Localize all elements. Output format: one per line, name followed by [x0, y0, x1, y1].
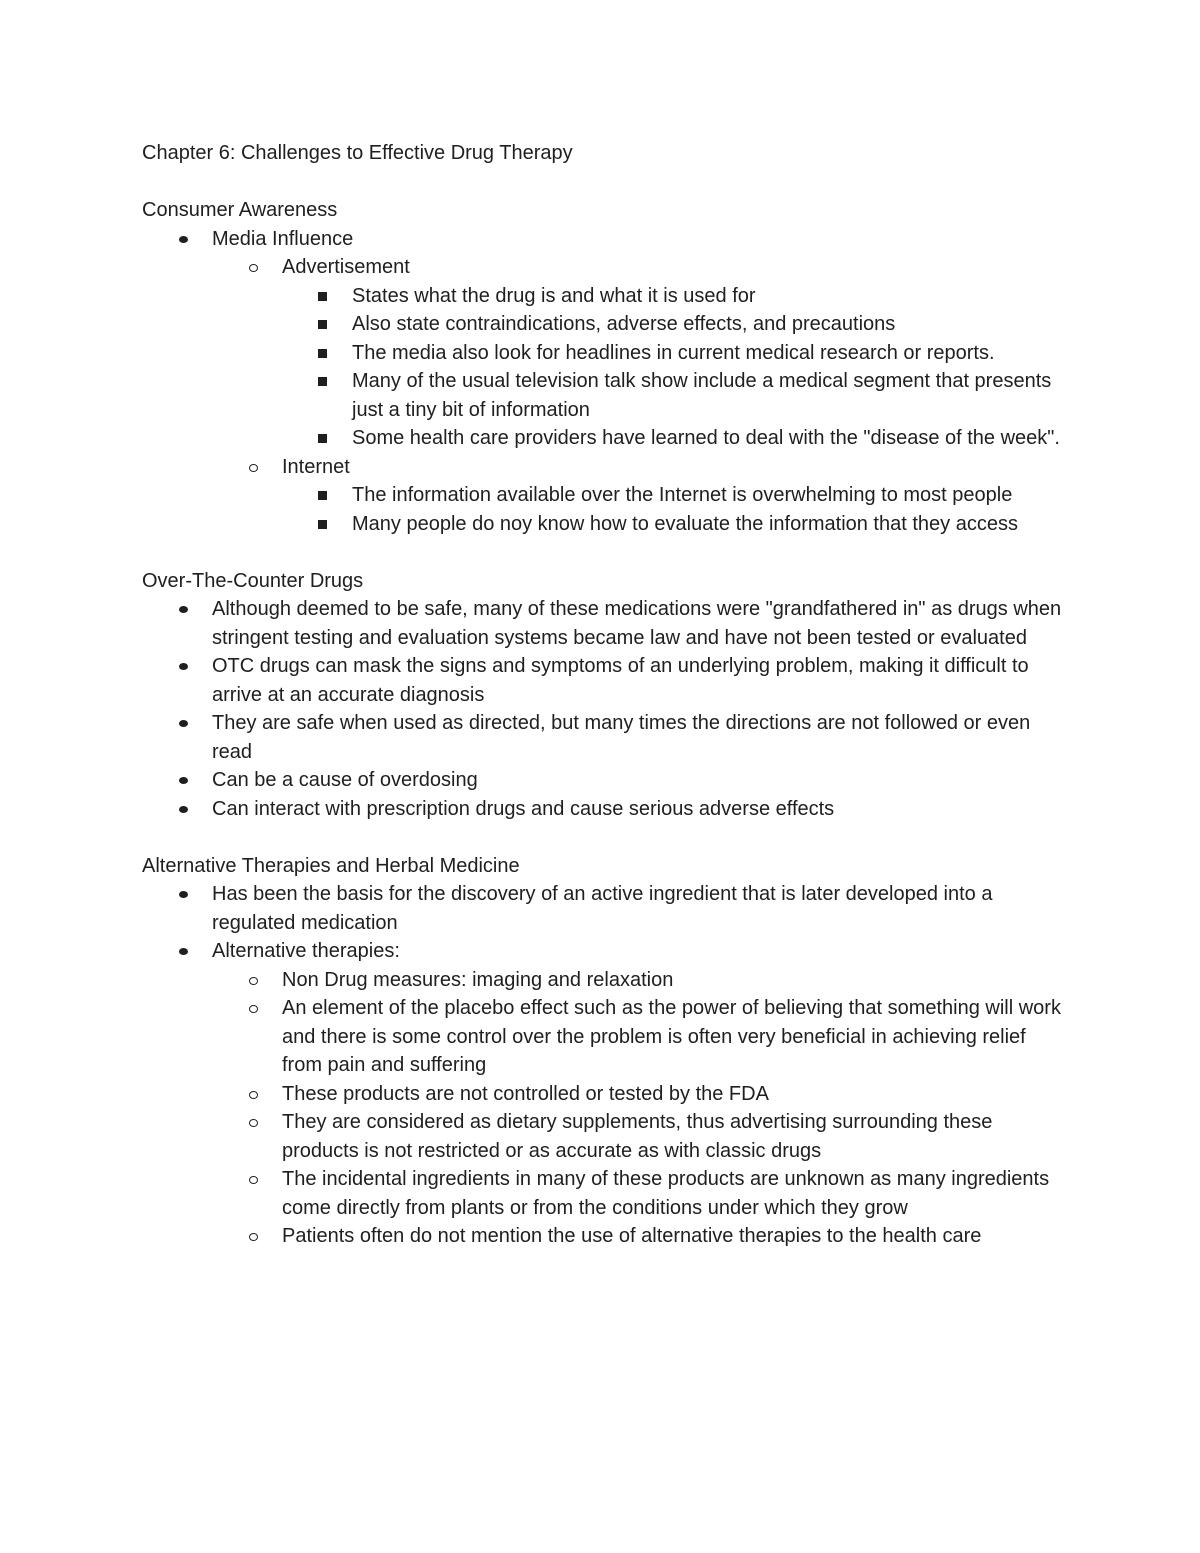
list-item-text: They are safe when used as directed, but many times the directions are not followed or even read — [212, 712, 1031, 763]
consumer-list — [142, 225, 1062, 539]
list-item-text: Also state contraindications, adverse effects, and precautions — [352, 313, 896, 335]
list-item — [282, 481, 1062, 510]
list-item-text: Has been the basis for the discovery of an active ingredient that is later developed into a regulated medication — [212, 883, 993, 934]
bullet-square-icon — [318, 491, 327, 500]
list-item — [282, 310, 1062, 339]
bullet-square-icon — [318, 349, 327, 358]
advertisement-sublist — [282, 282, 1062, 453]
media-influence-sublist — [142, 253, 1062, 538]
bullet-square-icon — [318, 292, 327, 301]
list-item — [282, 510, 1062, 539]
list-item-text: Can be a cause of overdosing — [212, 769, 478, 791]
list-item — [212, 1080, 1062, 1109]
list-item-text: Advertisement — [282, 256, 410, 278]
list-item-text: The information available over the Internet is overwhelming to most people — [352, 484, 1013, 506]
list-item — [212, 966, 1062, 995]
spacer — [142, 168, 1062, 197]
list-item — [282, 367, 1062, 424]
bullet-square-icon — [318, 520, 327, 529]
list-item — [142, 880, 1062, 937]
list-item — [142, 795, 1062, 824]
list-item — [142, 652, 1062, 709]
list-item-text: States what the drug is and what it is used for — [352, 284, 756, 307]
bullet-dot-icon — [179, 720, 188, 727]
bullet-square-icon — [318, 377, 327, 386]
list-item — [142, 937, 1062, 1251]
bullet-ring-icon — [249, 977, 258, 985]
bullet-dot-icon — [179, 806, 188, 813]
section-heading-consumer-awareness: Consumer Awareness — [142, 199, 338, 221]
bullet-ring-icon — [249, 264, 258, 272]
list-item-text: Non Drug measures: imaging and relaxation — [282, 968, 674, 991]
bullet-dot-icon — [179, 891, 188, 898]
section-heading-otc-drugs: Over-The-Counter Drugs — [142, 569, 364, 592]
section-heading-alternative-therapies: Alternative Therapies and Herbal Medicine — [142, 854, 520, 877]
bullet-dot-icon — [179, 777, 188, 784]
list-item — [142, 225, 1062, 539]
spacer — [142, 823, 1062, 852]
list-item-text: The incidental ingredients in many of these products are unknown as many ingredients come directly from plants or from the conditions under which they grow — [282, 1168, 1050, 1219]
bullet-ring-icon — [249, 1119, 258, 1127]
list-item — [212, 994, 1062, 1080]
bullet-square-icon — [318, 320, 327, 329]
list-item — [282, 339, 1062, 368]
alt-therapies-sublist — [142, 966, 1062, 1251]
list-item-text: Some health care providers have learned to deal with the "disease of the week". — [352, 427, 1060, 449]
list-item-text: Many people do noy know how to evaluate the information that they access — [352, 512, 1018, 535]
list-item-text: Many of the usual television talk show include a medical segment that presents just a tiny bit of information — [352, 370, 1052, 421]
list-item-text: Alternative therapies: — [212, 940, 400, 962]
list-item — [282, 424, 1062, 453]
list-item-text: These products are not controlled or tested by the FDA — [282, 1082, 769, 1105]
list-item-text: The media also look for headlines in current medical research or reports. — [352, 341, 995, 364]
list-item — [142, 595, 1062, 652]
list-item-text: Media Influence — [212, 227, 354, 250]
list-item-text: An element of the placebo effect such as the power of believing that something will work and there is some control over the problem is often very beneficial in achieving relief from pain and suffering — [282, 997, 1061, 1076]
list-item — [212, 253, 1062, 453]
list-item — [142, 766, 1062, 795]
internet-sublist — [282, 481, 1062, 538]
list-item — [282, 282, 1062, 311]
bullet-dot-icon — [179, 236, 188, 243]
list-item-text: Patients often do not mention the use of alternative therapies to the health care — [282, 1225, 982, 1247]
list-item-text: Internet — [282, 455, 350, 478]
alt-list — [142, 880, 1062, 1251]
list-item-text: Can interact with prescription drugs and cause serious adverse effects — [212, 797, 835, 820]
otc-list — [142, 595, 1062, 823]
list-item-text: Although deemed to be safe, many of these medications were "grandfathered in" as drugs when stringent testing and evaluation systems became law and have not been tested or evaluated — [212, 598, 1062, 649]
bullet-ring-icon — [249, 464, 258, 472]
bullet-ring-icon — [249, 1005, 258, 1013]
list-item — [212, 1222, 1062, 1251]
bullet-ring-icon — [249, 1091, 258, 1099]
bullet-dot-icon — [179, 606, 188, 613]
bullet-dot-icon — [179, 663, 188, 670]
list-item — [212, 1108, 1062, 1165]
bullet-square-icon — [318, 434, 327, 443]
spacer — [142, 538, 1062, 567]
bullet-ring-icon — [249, 1176, 258, 1184]
bullet-ring-icon — [249, 1233, 258, 1241]
list-item — [212, 1165, 1062, 1222]
list-item-text: They are considered as dietary supplements, thus advertising surrounding these products is not restricted or as accurate as with classic drugs — [282, 1111, 993, 1162]
list-item-text: OTC drugs can mask the signs and symptoms of an underlying problem, making it difficult to arrive at an accurate diagnosis — [212, 655, 1029, 706]
list-item — [212, 453, 1062, 539]
bullet-dot-icon — [179, 948, 188, 955]
list-item — [142, 709, 1062, 766]
document-content — [142, 139, 1062, 1251]
page-title: Chapter 6: Challenges to Effective Drug Therapy — [142, 142, 573, 164]
